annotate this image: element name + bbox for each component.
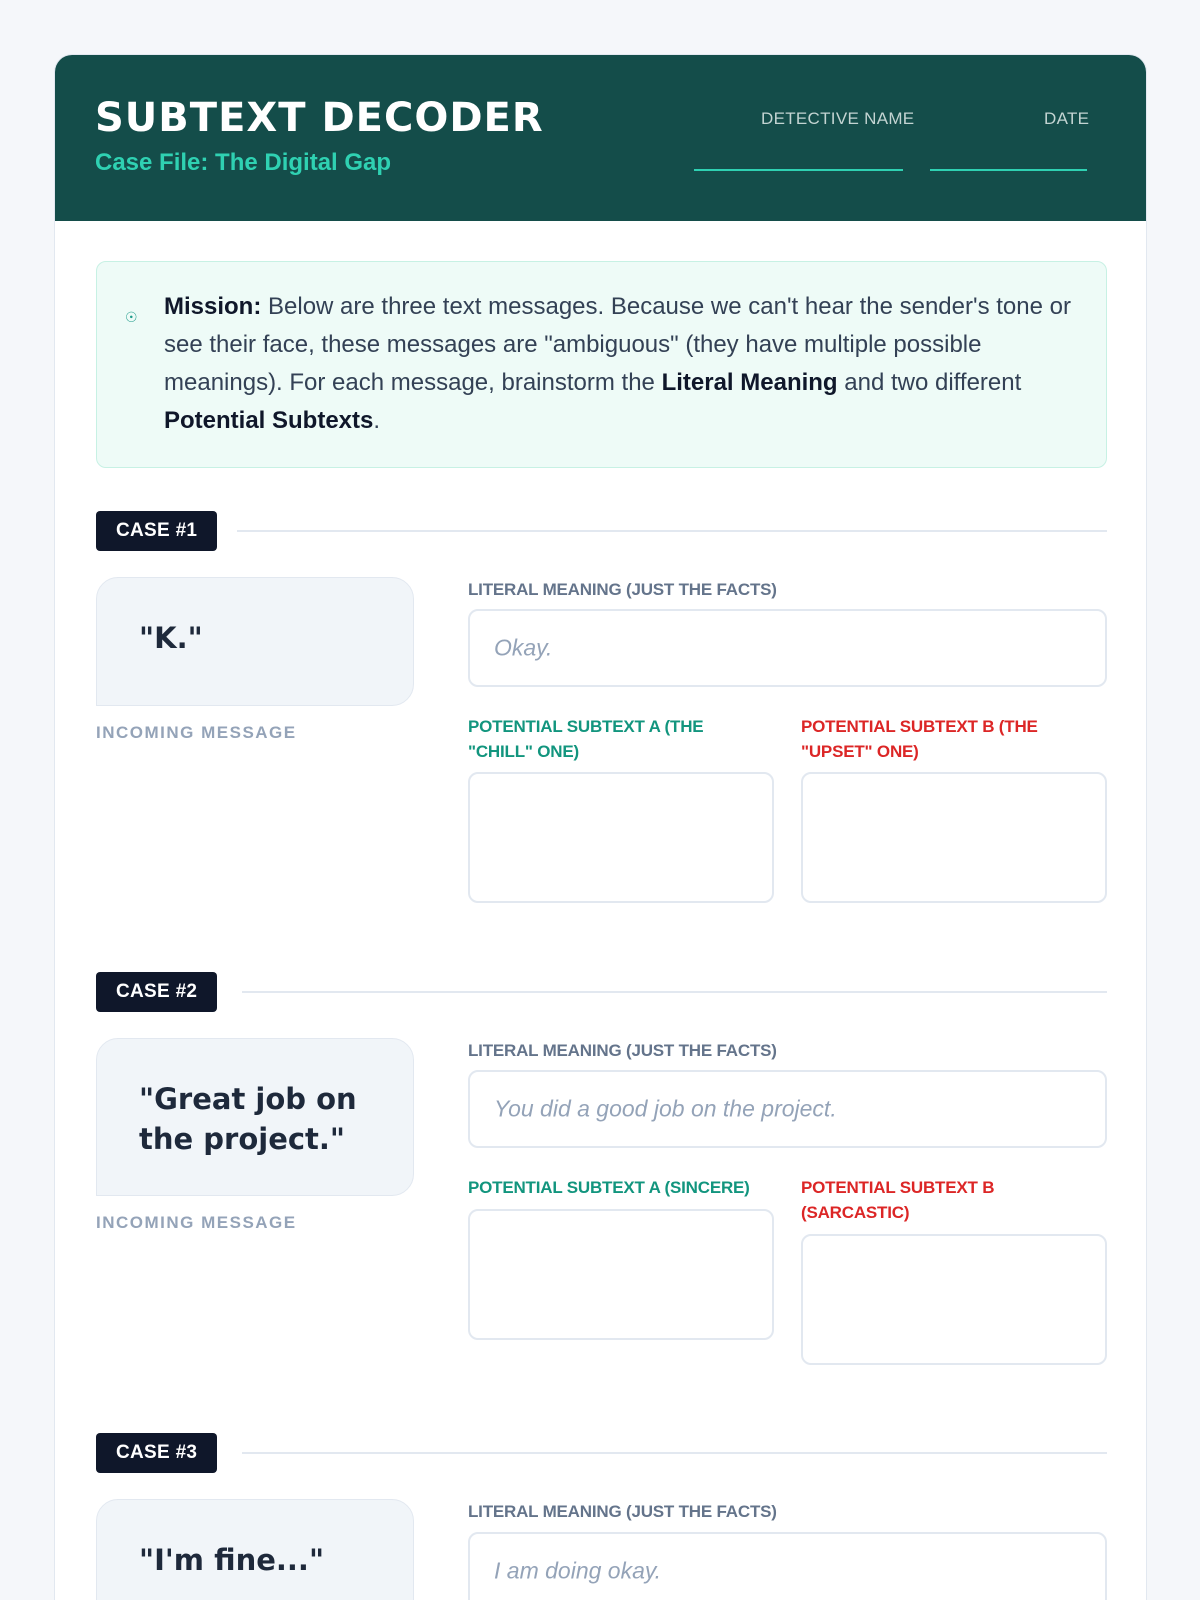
literal-meaning-input[interactable] [468,1070,1107,1148]
mission-text-1: Below are three text messages. Because we can't hear the sender's tone or see their face, these messages are "ambiguous" (they have multiple possible meanings). For each message, brainstorm the [164,293,1071,396]
date-label: DATE [1044,109,1090,128]
literal-meaning-value: Okay. [494,634,553,661]
message-text: "K." [139,621,203,655]
header [55,55,1147,221]
date-field[interactable] [930,169,1087,171]
mission-text [164,288,1074,440]
case-divider [237,530,1107,532]
incoming-message-label: INCOMING MESSAGE [96,723,297,742]
subtext-b-input[interactable] [801,772,1107,903]
mission-bold-subtexts: Potential Subtexts [164,407,374,434]
literal-meaning-input[interactable] [468,609,1107,687]
literal-meaning-value: I am doing okay. [494,1557,662,1584]
mission-lead: Mission: [164,293,262,320]
worksheet [54,54,1147,1600]
page-subtitle: Case File: The Digital Gap [95,149,392,176]
info-icon: ☉ [125,309,138,325]
case-divider [242,1452,1107,1454]
message-bubble [96,577,414,706]
subtext-a-input[interactable] [468,772,774,903]
detective-name-label: DETECTIVE NAME [761,109,915,128]
message-text: "I'm fine..." [139,1543,325,1577]
case-badge: CASE #1 [96,511,217,551]
message-text: "Great job on the project." [139,1082,357,1156]
literal-meaning-input[interactable] [468,1532,1107,1600]
subtext-a-input[interactable] [468,1209,774,1340]
page-title: SUBTEXT DECODER [95,95,544,141]
detective-name-field[interactable] [694,169,903,171]
subtext-b-label: POTENTIAL SUBTEXT B (THE "UPSET" ONE) [801,717,1038,761]
case-badge: CASE #2 [96,972,217,1012]
case-divider [242,991,1107,993]
literal-meaning-label: LITERAL MEANING (JUST THE FACTS) [468,580,777,599]
subtext-b-label: POTENTIAL SUBTEXT B (SARCASTIC) [801,1178,995,1222]
literal-meaning-label: LITERAL MEANING (JUST THE FACTS) [468,1502,777,1521]
mission-bold-literal: Literal Meaning [661,369,838,396]
literal-meaning-label: LITERAL MEANING (JUST THE FACTS) [468,1041,777,1060]
incoming-message-label: INCOMING MESSAGE [96,1213,297,1232]
literal-meaning-value: You did a good job on the project. [494,1095,837,1122]
mission-text-3: . [373,407,381,434]
mission-box [96,261,1107,468]
message-bubble [96,1038,414,1196]
message-bubble [96,1499,414,1600]
subtext-a-label: POTENTIAL SUBTEXT A (SINCERE) [468,1178,750,1197]
mission-text-2: and two different [844,369,1022,396]
subtext-a-label: POTENTIAL SUBTEXT A (THE "CHILL" ONE) [468,717,704,761]
case-badge: CASE #3 [96,1433,217,1473]
subtext-b-input[interactable] [801,1234,1107,1365]
